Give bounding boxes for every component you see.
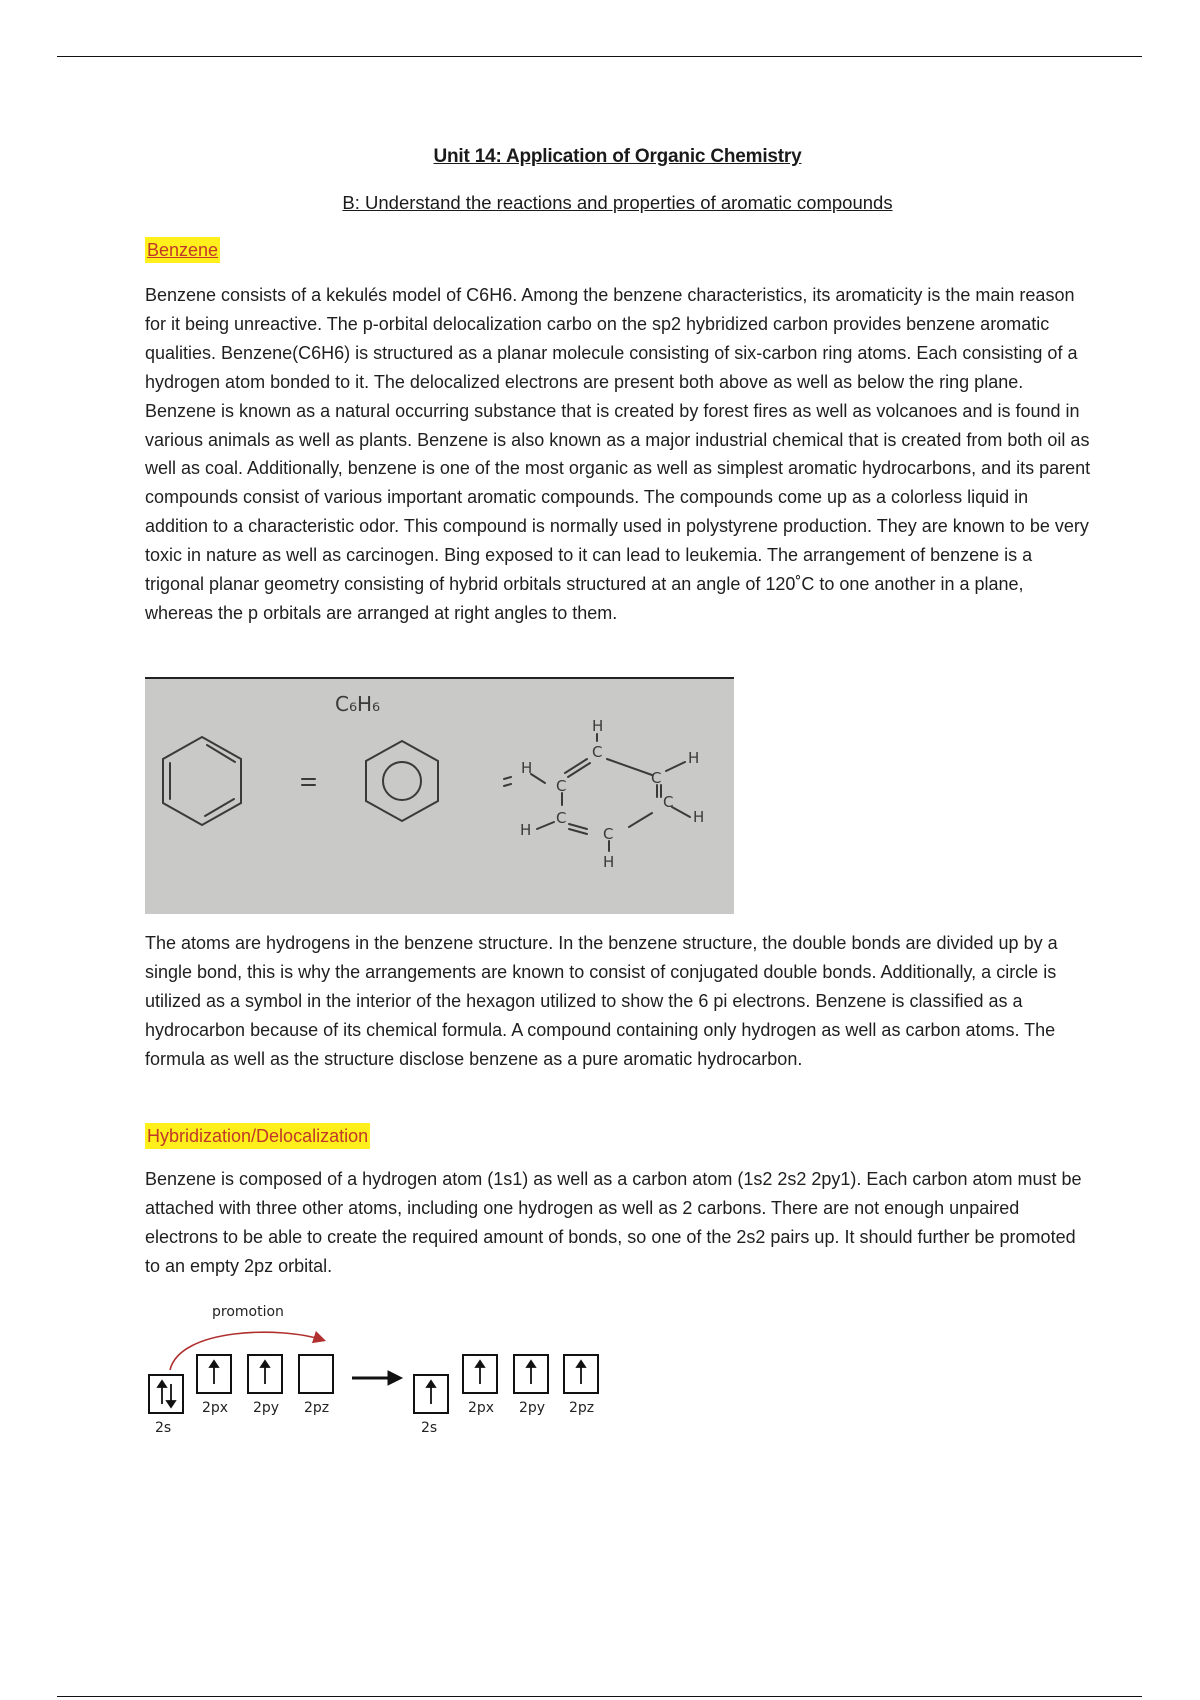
atom-c: C xyxy=(663,793,674,811)
atom-h: H xyxy=(693,808,705,826)
kekule-hexagon xyxy=(163,737,241,825)
atom-h: H xyxy=(688,749,700,767)
atom-c: C xyxy=(556,777,567,795)
kekule-double-bond xyxy=(205,799,234,816)
c-c-double-bond xyxy=(569,824,587,829)
orbital-box-2s-ground xyxy=(149,1375,183,1413)
aromatic-hexagon xyxy=(366,741,438,821)
c-c-bond xyxy=(629,813,652,827)
atom-h: H xyxy=(521,759,533,777)
label-2px-ground: 2px xyxy=(202,1400,229,1416)
paragraph-benzene-intro: Benzene consists of a kekulés model of C6H6. Among the benzene characteristics, its aromaticity is the main reason for it being unreactive. The p-orbital delocalization carbo on the sp2 hybridized carbon provides benzene aromatic qualities. Benzene(C6H6) is structured as a planar molecule consisting of six-carbon ring atoms. Each consisting of a hydrogen atom bonded to it. The delocalized electrons are present both above as well as below the ring plane. Benzene is known as a natural occurring substance that is created by forest fires as well as volcanoes and is found in various animals as well as plants. Benzene is also known as a major industrial chemical that is created from both oil as well as coal. Additionally, benzene is one of the most organic as well as simplest aromatic hydrocarbons, and its parent compounds consist of various important aromatic compounds. The compounds come up as a colorless liquid in addition to a characteristic odor. This compound is normally used in polystyrene production. They are known to be very toxic in nature as well as carcinogen. Bing exposed to it can lead to leukemia. The arrangement of benzene is a trigonal planar geometry consisting of hybrid orbitals structured at an angle of 120˚C to one another in a plane, whereas the p orbitals are arranged at right angles to them. xyxy=(145,285,1091,623)
section-heading-hybridization: Hybridization/Delocalization xyxy=(145,1123,370,1149)
c-h-bond xyxy=(537,822,554,829)
atom-c: C xyxy=(651,769,662,787)
label-2s-excited: 2s xyxy=(421,1420,438,1436)
c-h-bond xyxy=(672,807,690,817)
label-2pz-excited: 2pz xyxy=(569,1400,595,1416)
delocalized-ring-circle xyxy=(383,762,421,800)
c-c-double-bond xyxy=(569,829,587,834)
promotion-label: promotion xyxy=(212,1304,284,1320)
promotion-arrow xyxy=(170,1332,323,1370)
orbital-diagram-drawing xyxy=(140,1298,610,1448)
atom-c: C xyxy=(603,825,614,843)
atom-h: H xyxy=(603,853,615,871)
paragraph-benzene-structure: The atoms are hydrogens in the benzene structure. In the benzene structure, the double bonds are divided up by a single bond, this is why the arrangements are known to consist of conjugated double bonds. Additionally, a circle is utilized as a symbol in the interior of the hexagon utilized to show the 6 pi electrons. Benzene is classified as a hydrocarbon because of its chemical formula. A compound containing only hydrogen as well as carbon atoms. The formula as well as the structure disclose benzene as a pure aromatic hydrocarbon. xyxy=(145,933,1058,1069)
paragraph-hybridization: Benzene is composed of a hydrogen atom (1s1) as well as a carbon atom (1s2 2s2 2py1). Each carbon atom must be attached with three other atoms, including one hydrogen as well as 2 carbons. There are not enough unpaired electrons to be able to create the required amount of bonds, so one of the 2s2 pairs up. It should further be promoted to an empty 2pz orbital. xyxy=(145,1169,1082,1276)
label-2px-excited: 2px xyxy=(468,1400,495,1416)
equals-mark xyxy=(504,784,511,786)
document-subtitle: B: Understand the reactions and properties of aromatic compounds xyxy=(342,192,893,213)
c-h-bond xyxy=(666,762,685,771)
formula-text: C₆H₆ xyxy=(335,692,381,716)
atom-c: C xyxy=(556,809,567,827)
atom-h: H xyxy=(520,821,532,839)
document-title: Unit 14: Application of Organic Chemistry xyxy=(433,146,802,167)
section-heading-benzene: Benzene xyxy=(145,237,220,263)
benzene-structure-figure xyxy=(145,677,734,914)
atom-h: H xyxy=(592,717,604,735)
orbital-promotion-diagram xyxy=(140,1298,610,1448)
orbital-box-2pz-ground xyxy=(299,1355,333,1393)
atom-c: C xyxy=(592,743,603,761)
equals-mark xyxy=(504,777,511,779)
transition-arrow xyxy=(352,1371,402,1385)
c-c-bond xyxy=(607,759,652,775)
label-2py-excited: 2py xyxy=(519,1400,546,1416)
top-rule xyxy=(57,56,1142,57)
bottom-rule xyxy=(57,1696,1142,1697)
label-2s-ground: 2s xyxy=(155,1420,172,1436)
label-2py-ground: 2py xyxy=(253,1400,280,1416)
c-h-bond xyxy=(531,774,545,783)
label-2pz-ground: 2pz xyxy=(304,1400,330,1416)
benzene-structure-drawing xyxy=(145,679,734,914)
